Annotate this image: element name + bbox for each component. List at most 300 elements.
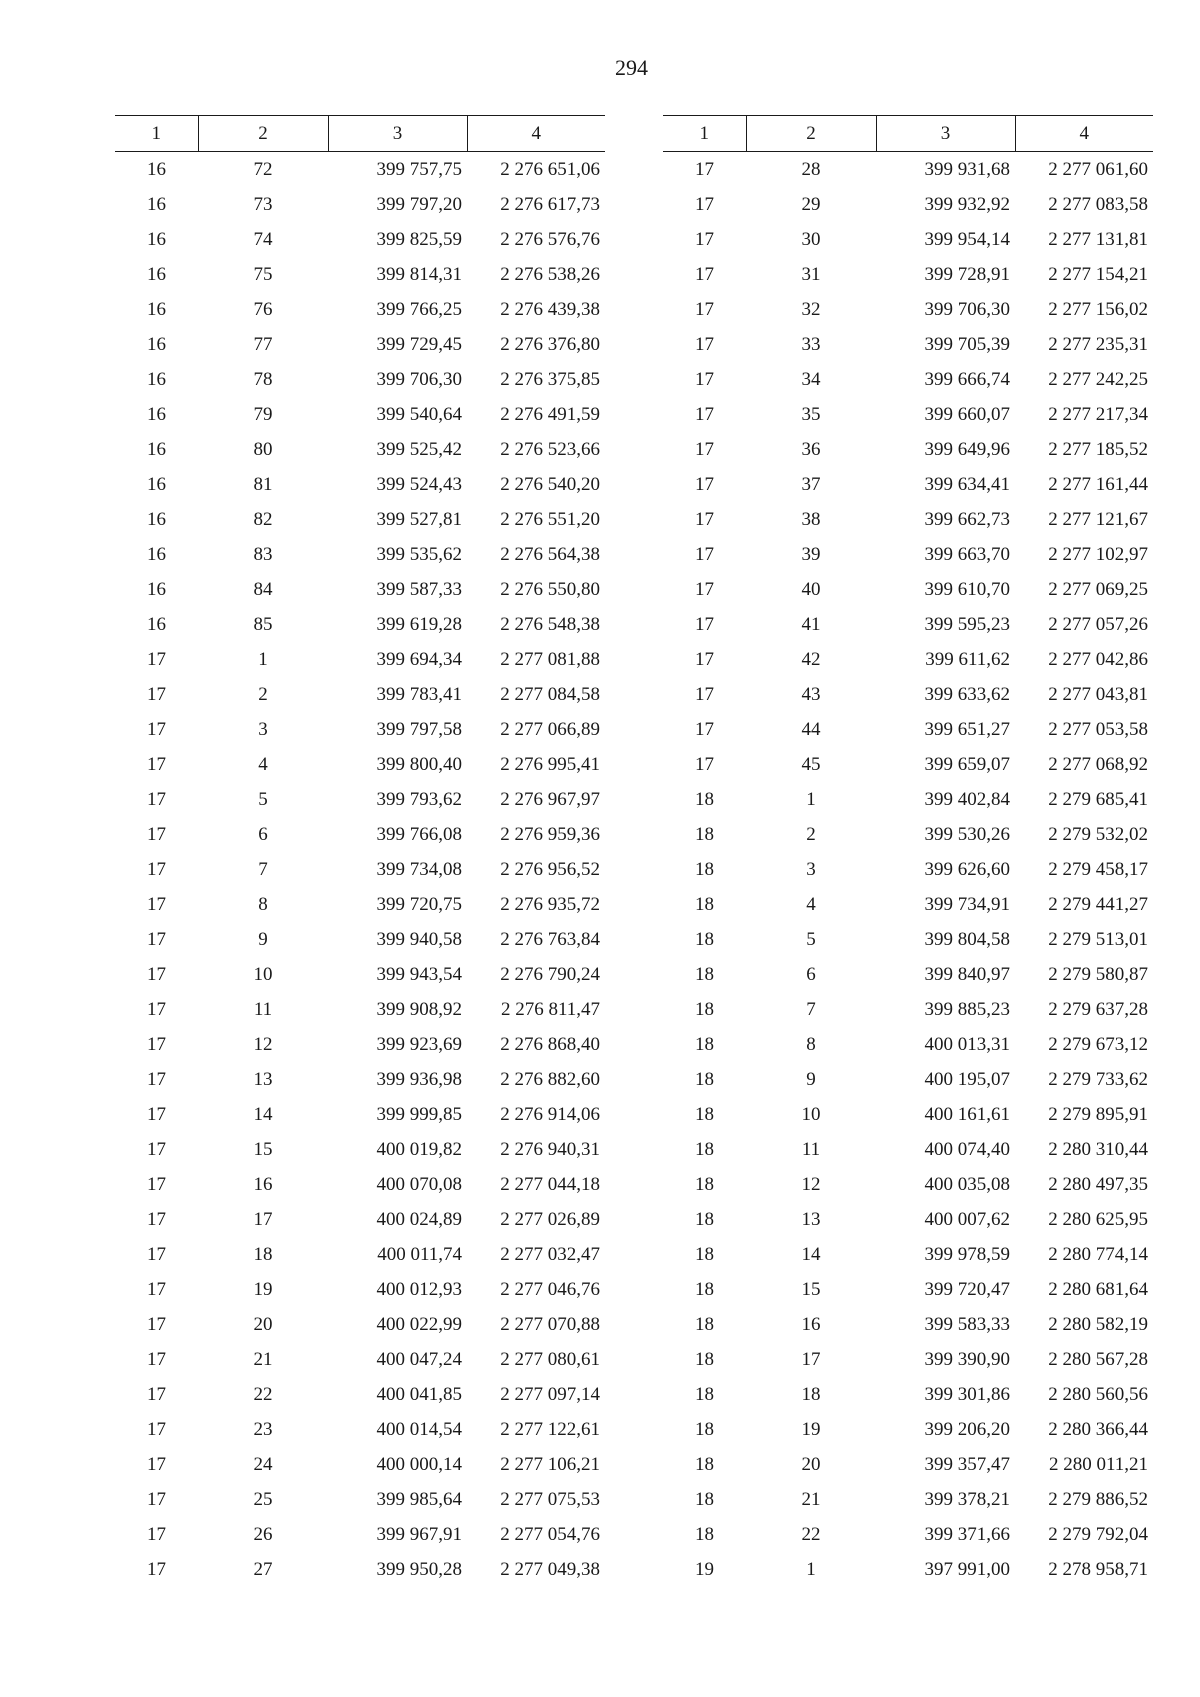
cell-point: 12 — [253, 1033, 273, 1055]
cell-section: 17 — [695, 508, 714, 530]
cell-y-coordinate: 2 277 106,21 — [500, 1453, 600, 1475]
cell-x-coordinate: 399 525,42 — [376, 438, 462, 460]
cell-x-coordinate: 399 371,66 — [924, 1523, 1010, 1545]
cell-y-coordinate: 2 276 564,38 — [500, 543, 600, 565]
cell-y-coordinate: 2 277 043,81 — [1048, 683, 1148, 705]
cell-point: 7 — [806, 998, 816, 1020]
table-header-row — [663, 116, 1153, 152]
cell-y-coordinate: 2 280 366,44 — [1048, 1418, 1148, 1440]
cell-section: 17 — [147, 858, 166, 880]
cell-section: 17 — [695, 473, 714, 495]
cell-y-coordinate: 2 277 154,21 — [1048, 263, 1148, 285]
cell-x-coordinate: 400 013,31 — [924, 1033, 1010, 1055]
cell-point: 7 — [258, 858, 268, 880]
cell-section: 17 — [147, 1313, 166, 1335]
cell-x-coordinate: 399 766,08 — [376, 823, 462, 845]
cell-point: 10 — [253, 963, 273, 985]
cell-x-coordinate: 399 950,28 — [376, 1558, 462, 1580]
cell-x-coordinate: 399 619,28 — [376, 613, 462, 635]
cell-section: 18 — [695, 1243, 714, 1265]
cell-x-coordinate: 399 587,33 — [376, 578, 462, 600]
cell-point: 19 — [253, 1278, 273, 1300]
cell-y-coordinate: 2 276 523,66 — [500, 438, 600, 460]
cell-y-coordinate: 2 277 026,89 — [500, 1208, 600, 1230]
cell-point: 21 — [801, 1488, 821, 1510]
cell-x-coordinate: 399 595,23 — [924, 613, 1010, 635]
cell-y-coordinate: 2 277 097,14 — [500, 1383, 600, 1405]
cell-section: 18 — [695, 1348, 714, 1370]
table-row — [663, 1482, 1153, 1517]
table-row — [115, 642, 605, 677]
cell-point: 17 — [801, 1348, 821, 1370]
cell-point: 28 — [801, 158, 821, 180]
table-row — [663, 1447, 1153, 1482]
cell-point: 14 — [801, 1243, 821, 1265]
cell-y-coordinate: 2 277 083,58 — [1048, 193, 1148, 215]
cell-x-coordinate: 399 940,58 — [376, 928, 462, 950]
cell-x-coordinate: 399 793,62 — [376, 788, 462, 810]
cell-y-coordinate: 2 276 940,31 — [500, 1138, 600, 1160]
cell-y-coordinate: 2 279 637,28 — [1048, 998, 1148, 1020]
cell-y-coordinate: 2 277 053,58 — [1048, 718, 1148, 740]
cell-y-coordinate: 2 279 685,41 — [1048, 788, 1148, 810]
table-row — [115, 187, 605, 222]
cell-x-coordinate: 399 804,58 — [924, 928, 1010, 950]
table-row — [115, 1342, 605, 1377]
cell-y-coordinate: 2 279 792,04 — [1048, 1523, 1148, 1545]
column-header-2: 2 — [198, 116, 328, 152]
cell-section: 16 — [147, 438, 166, 460]
cell-x-coordinate: 399 530,26 — [924, 823, 1010, 845]
table-row — [663, 397, 1153, 432]
cell-section: 17 — [147, 753, 166, 775]
cell-y-coordinate: 2 277 032,47 — [500, 1243, 600, 1265]
cell-point: 11 — [253, 998, 273, 1020]
cell-x-coordinate: 399 301,86 — [924, 1383, 1010, 1405]
cell-section: 16 — [147, 403, 166, 425]
cell-y-coordinate: 2 277 122,61 — [500, 1418, 600, 1440]
cell-x-coordinate: 400 019,82 — [376, 1138, 462, 1160]
cell-point: 20 — [253, 1313, 273, 1335]
cell-x-coordinate: 399 535,62 — [376, 543, 462, 565]
cell-section: 16 — [147, 473, 166, 495]
cell-x-coordinate: 399 694,34 — [376, 648, 462, 670]
cell-x-coordinate: 399 943,54 — [376, 963, 462, 985]
column-header-2: 2 — [746, 116, 876, 152]
cell-y-coordinate: 2 277 044,18 — [500, 1173, 600, 1195]
cell-section: 17 — [147, 1453, 166, 1475]
cell-x-coordinate: 399 908,92 — [376, 998, 462, 1020]
cell-x-coordinate: 399 800,40 — [376, 753, 462, 775]
cell-section: 17 — [695, 578, 714, 600]
cell-point: 73 — [253, 193, 273, 215]
cell-section: 18 — [695, 998, 714, 1020]
table-row — [663, 1342, 1153, 1377]
cell-point: 15 — [253, 1138, 273, 1160]
cell-x-coordinate: 399 936,98 — [376, 1068, 462, 1090]
cell-x-coordinate: 399 540,64 — [376, 403, 462, 425]
cell-x-coordinate: 399 634,41 — [924, 473, 1010, 495]
cell-point: 22 — [801, 1523, 821, 1545]
cell-section: 17 — [695, 298, 714, 320]
cell-y-coordinate: 2 276 651,06 — [500, 158, 600, 180]
table-row — [663, 607, 1153, 642]
table-row — [115, 257, 605, 292]
cell-section: 17 — [695, 648, 714, 670]
cell-point: 4 — [806, 893, 816, 915]
cell-y-coordinate: 2 277 217,34 — [1048, 403, 1148, 425]
cell-y-coordinate: 2 277 042,86 — [1048, 648, 1148, 670]
cell-y-coordinate: 2 277 068,92 — [1048, 753, 1148, 775]
table-row — [115, 1272, 605, 1307]
cell-point: 43 — [801, 683, 821, 705]
cell-y-coordinate: 2 276 811,47 — [500, 998, 600, 1020]
cell-section: 17 — [147, 683, 166, 705]
cell-x-coordinate: 399 706,30 — [924, 298, 1010, 320]
cell-section: 16 — [147, 578, 166, 600]
cell-section: 17 — [695, 718, 714, 740]
cell-point: 9 — [258, 928, 268, 950]
cell-point: 6 — [806, 963, 816, 985]
table-row — [663, 712, 1153, 747]
cell-x-coordinate: 400 195,07 — [924, 1068, 1010, 1090]
cell-section: 18 — [695, 1138, 714, 1160]
cell-section: 17 — [147, 1278, 166, 1300]
cell-section: 17 — [695, 228, 714, 250]
table-row — [115, 1237, 605, 1272]
cell-point: 30 — [801, 228, 821, 250]
cell-section: 17 — [695, 403, 714, 425]
table-row — [115, 1062, 605, 1097]
cell-point: 45 — [801, 753, 821, 775]
cell-y-coordinate: 2 276 375,85 — [500, 368, 600, 390]
cell-x-coordinate: 399 706,30 — [376, 368, 462, 390]
cell-point: 13 — [253, 1068, 273, 1090]
cell-section: 18 — [695, 928, 714, 950]
table-row — [663, 1167, 1153, 1202]
table-row — [663, 887, 1153, 922]
cell-point: 17 — [253, 1208, 273, 1230]
cell-point: 2 — [258, 683, 268, 705]
cell-x-coordinate: 400 074,40 — [924, 1138, 1010, 1160]
cell-y-coordinate: 2 276 882,60 — [500, 1068, 600, 1090]
table-row — [663, 1377, 1153, 1412]
cell-y-coordinate: 2 276 763,84 — [500, 928, 600, 950]
table-row — [115, 467, 605, 502]
table-row — [115, 817, 605, 852]
cell-point: 1 — [806, 1558, 816, 1580]
cell-section: 16 — [147, 613, 166, 635]
column-header-4: 4 — [467, 116, 605, 152]
cell-section: 17 — [695, 158, 714, 180]
cell-y-coordinate: 2 277 066,89 — [500, 718, 600, 740]
cell-point: 20 — [801, 1453, 821, 1475]
cell-section: 18 — [695, 1383, 714, 1405]
cell-section: 17 — [147, 1523, 166, 1545]
cell-point: 14 — [253, 1103, 273, 1125]
cell-section: 16 — [147, 193, 166, 215]
cell-x-coordinate: 399 967,91 — [376, 1523, 462, 1545]
table-row — [115, 992, 605, 1027]
cell-section: 18 — [695, 1453, 714, 1475]
cell-point: 79 — [253, 403, 273, 425]
table-row — [663, 677, 1153, 712]
cell-point: 19 — [801, 1418, 821, 1440]
cell-section: 17 — [695, 368, 714, 390]
table-row — [115, 782, 605, 817]
cell-x-coordinate: 399 757,75 — [376, 158, 462, 180]
cell-point: 24 — [253, 1453, 273, 1475]
cell-section: 17 — [147, 1558, 166, 1580]
cell-x-coordinate: 399 840,97 — [924, 963, 1010, 985]
cell-x-coordinate: 399 626,60 — [924, 858, 1010, 880]
cell-x-coordinate: 399 814,31 — [376, 263, 462, 285]
cell-point: 38 — [801, 508, 821, 530]
cell-section: 18 — [695, 1488, 714, 1510]
cell-y-coordinate: 2 276 576,76 — [500, 228, 600, 250]
cell-section: 17 — [695, 683, 714, 705]
page-number: 294 — [615, 55, 648, 80]
table-row — [663, 1552, 1153, 1587]
cell-y-coordinate: 2 277 102,97 — [1048, 543, 1148, 565]
cell-x-coordinate: 399 923,69 — [376, 1033, 462, 1055]
table-row — [663, 432, 1153, 467]
cell-x-coordinate: 399 402,84 — [924, 788, 1010, 810]
cell-y-coordinate: 2 280 681,64 — [1048, 1278, 1148, 1300]
cell-section: 17 — [147, 928, 166, 950]
cell-x-coordinate: 399 206,20 — [924, 1418, 1010, 1440]
cell-x-coordinate: 399 728,91 — [924, 263, 1010, 285]
cell-x-coordinate: 400 012,93 — [376, 1278, 462, 1300]
cell-section: 17 — [695, 193, 714, 215]
cell-point: 6 — [258, 823, 268, 845]
cell-y-coordinate: 2 277 131,81 — [1048, 228, 1148, 250]
table-row — [115, 362, 605, 397]
table-row — [663, 187, 1153, 222]
cell-section: 17 — [147, 823, 166, 845]
cell-x-coordinate: 399 985,64 — [376, 1488, 462, 1510]
cell-point: 4 — [258, 753, 268, 775]
table-row — [115, 1447, 605, 1482]
table-row — [115, 747, 605, 782]
cell-y-coordinate: 2 280 560,56 — [1048, 1383, 1148, 1405]
column-header-1: 1 — [663, 116, 746, 152]
table-row — [115, 1377, 605, 1412]
cell-point: 3 — [806, 858, 816, 880]
table-row — [663, 467, 1153, 502]
cell-y-coordinate: 2 280 011,21 — [1048, 1453, 1148, 1475]
cell-section: 17 — [147, 1243, 166, 1265]
cell-x-coordinate: 400 047,24 — [376, 1348, 462, 1370]
column-header-4: 4 — [1015, 116, 1153, 152]
cell-point: 23 — [253, 1418, 273, 1440]
cell-section: 18 — [695, 1278, 714, 1300]
coordinates-table-left — [115, 115, 605, 1587]
cell-x-coordinate: 399 357,47 — [924, 1453, 1010, 1475]
cell-point: 25 — [253, 1488, 273, 1510]
cell-section: 17 — [695, 613, 714, 635]
cell-y-coordinate: 2 278 958,71 — [1048, 1558, 1148, 1580]
cell-section: 17 — [147, 788, 166, 810]
cell-y-coordinate: 2 276 439,38 — [500, 298, 600, 320]
cell-point: 33 — [801, 333, 821, 355]
table-row — [663, 852, 1153, 887]
cell-y-coordinate: 2 277 061,60 — [1048, 158, 1148, 180]
table-row — [663, 362, 1153, 397]
cell-x-coordinate: 400 070,08 — [376, 1173, 462, 1195]
cell-point: 18 — [801, 1383, 821, 1405]
table-row — [663, 1027, 1153, 1062]
cell-y-coordinate: 2 277 121,67 — [1048, 508, 1148, 530]
cell-section: 18 — [695, 1418, 714, 1440]
cell-point: 85 — [253, 613, 273, 635]
cell-y-coordinate: 2 279 513,01 — [1048, 928, 1148, 950]
table-row — [663, 502, 1153, 537]
cell-y-coordinate: 2 276 868,40 — [500, 1033, 600, 1055]
cell-point: 32 — [801, 298, 821, 320]
cell-section: 17 — [695, 753, 714, 775]
cell-section: 18 — [695, 1313, 714, 1335]
table-row — [663, 1237, 1153, 1272]
table-row — [115, 887, 605, 922]
table-row — [663, 292, 1153, 327]
cell-section: 18 — [695, 1208, 714, 1230]
cell-point: 3 — [258, 718, 268, 740]
cell-section: 17 — [147, 1103, 166, 1125]
cell-section: 17 — [147, 963, 166, 985]
table-row — [663, 1097, 1153, 1132]
cell-section: 17 — [147, 893, 166, 915]
cell-section: 17 — [147, 998, 166, 1020]
cell-x-coordinate: 399 705,39 — [924, 333, 1010, 355]
cell-section: 19 — [695, 1558, 714, 1580]
cell-y-coordinate: 2 276 956,52 — [500, 858, 600, 880]
cell-point: 39 — [801, 543, 821, 565]
cell-y-coordinate: 2 276 935,72 — [500, 893, 600, 915]
cell-y-coordinate: 2 277 057,26 — [1048, 613, 1148, 635]
cell-section: 18 — [695, 858, 714, 880]
cell-section: 16 — [147, 333, 166, 355]
column-header-1: 1 — [115, 116, 198, 152]
table-row — [115, 922, 605, 957]
cell-section: 17 — [695, 333, 714, 355]
table-row — [663, 222, 1153, 257]
cell-x-coordinate: 399 378,21 — [924, 1488, 1010, 1510]
cell-section: 18 — [695, 1173, 714, 1195]
cell-y-coordinate: 2 277 156,02 — [1048, 298, 1148, 320]
cell-y-coordinate: 2 277 081,88 — [500, 648, 600, 670]
table-row — [663, 642, 1153, 677]
cell-point: 82 — [253, 508, 273, 530]
cell-section: 17 — [147, 1418, 166, 1440]
cell-point: 1 — [806, 788, 816, 810]
cell-point: 83 — [253, 543, 273, 565]
cell-point: 34 — [801, 368, 821, 390]
table-row — [663, 922, 1153, 957]
cell-point: 22 — [253, 1383, 273, 1405]
cell-y-coordinate: 2 276 914,06 — [500, 1103, 600, 1125]
table-row — [663, 1412, 1153, 1447]
cell-section: 18 — [695, 1033, 714, 1055]
table-row — [115, 1167, 605, 1202]
cell-point: 15 — [801, 1278, 821, 1300]
cell-x-coordinate: 400 024,89 — [376, 1208, 462, 1230]
cell-x-coordinate: 400 022,99 — [376, 1313, 462, 1335]
cell-y-coordinate: 2 277 054,76 — [500, 1523, 600, 1545]
cell-point: 21 — [253, 1348, 273, 1370]
cell-x-coordinate: 400 007,62 — [924, 1208, 1010, 1230]
cell-point: 31 — [801, 263, 821, 285]
cell-point: 72 — [253, 158, 273, 180]
cell-x-coordinate: 399 662,73 — [924, 508, 1010, 530]
table-row — [115, 607, 605, 642]
table-row — [115, 572, 605, 607]
cell-x-coordinate: 399 978,59 — [924, 1243, 1010, 1265]
cell-section: 18 — [695, 1068, 714, 1090]
cell-y-coordinate: 2 276 617,73 — [500, 193, 600, 215]
table-row — [663, 327, 1153, 362]
cell-section: 16 — [147, 508, 166, 530]
cell-point: 1 — [258, 648, 268, 670]
table-row — [115, 677, 605, 712]
cell-x-coordinate: 400 011,74 — [377, 1243, 462, 1265]
column-header-3: 3 — [328, 116, 467, 152]
cell-y-coordinate: 2 276 959,36 — [500, 823, 600, 845]
cell-y-coordinate: 2 277 161,44 — [1048, 473, 1148, 495]
cell-y-coordinate: 2 280 582,19 — [1048, 1313, 1148, 1335]
table-row — [663, 152, 1153, 188]
cell-y-coordinate: 2 276 790,24 — [500, 963, 600, 985]
cell-x-coordinate: 399 797,20 — [376, 193, 462, 215]
table-row — [115, 502, 605, 537]
table-row — [663, 1062, 1153, 1097]
table-row — [663, 537, 1153, 572]
table-row — [663, 817, 1153, 852]
cell-y-coordinate: 2 279 733,62 — [1048, 1068, 1148, 1090]
cell-section: 18 — [695, 1103, 714, 1125]
cell-x-coordinate: 399 583,33 — [924, 1313, 1010, 1335]
cell-point: 78 — [253, 368, 273, 390]
cell-section: 17 — [147, 1208, 166, 1230]
cell-x-coordinate: 399 932,92 — [924, 193, 1010, 215]
cell-y-coordinate: 2 276 995,41 — [500, 753, 600, 775]
table-row — [663, 1202, 1153, 1237]
cell-point: 40 — [801, 578, 821, 600]
coordinates-table-right — [663, 115, 1153, 1587]
cell-x-coordinate: 399 720,75 — [376, 893, 462, 915]
table-row — [115, 957, 605, 992]
cell-y-coordinate: 2 276 548,38 — [500, 613, 600, 635]
cell-point: 10 — [801, 1103, 821, 1125]
cell-x-coordinate: 399 729,45 — [376, 333, 462, 355]
cell-section: 17 — [147, 1383, 166, 1405]
cell-y-coordinate: 2 279 580,87 — [1048, 963, 1148, 985]
table-row — [115, 432, 605, 467]
cell-y-coordinate: 2 276 491,59 — [500, 403, 600, 425]
cell-section: 17 — [147, 1033, 166, 1055]
cell-x-coordinate: 399 651,27 — [924, 718, 1010, 740]
cell-y-coordinate: 2 276 551,20 — [500, 508, 600, 530]
cell-x-coordinate: 399 524,43 — [376, 473, 462, 495]
cell-section: 16 — [147, 158, 166, 180]
cell-point: 8 — [258, 893, 268, 915]
cell-y-coordinate: 2 277 084,58 — [500, 683, 600, 705]
cell-point: 27 — [253, 1558, 273, 1580]
cell-section: 17 — [147, 718, 166, 740]
cell-x-coordinate: 400 041,85 — [376, 1383, 462, 1405]
table-row — [115, 1552, 605, 1587]
table-row — [663, 257, 1153, 292]
